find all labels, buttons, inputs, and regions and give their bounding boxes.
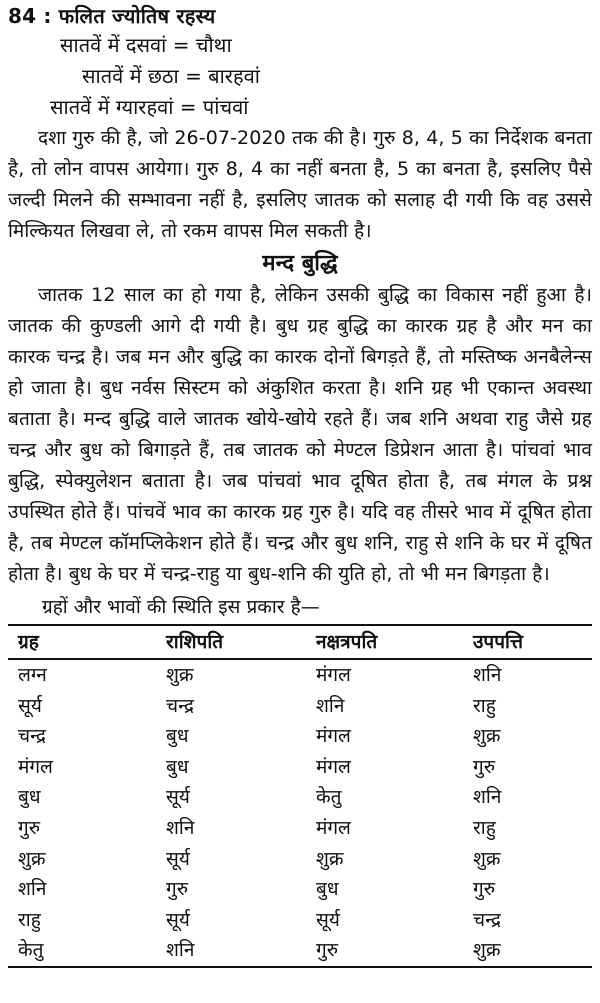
- table-cell: शनि: [18, 878, 47, 901]
- table-row: [8, 659, 592, 691]
- table-cell: शुक्र: [166, 664, 194, 686]
- table-cell: चन्द्र: [18, 725, 47, 748]
- table-cell: बुध: [166, 725, 189, 748]
- table-cell: चन्द्र: [166, 694, 195, 717]
- table-cell: शनि: [473, 786, 502, 809]
- dasha-paragraph: दशा गुरु की है, जो 26-07-2020 तक की है। गुरु 8, 4, 5 का निर्देशक बनता है, तो लोन वापस आयेगा। गुरु 8, 4 का नहीं बनता है, 5 का बनता है, इसलिए पैसे जल्दी मिलने की सम्भावना नहीं है, इसलिए जातक को सलाह दी गयी कि वह उससे मिल्कियत लिखवा ले, तो रकम वापस मिल सकती है।: [8, 127, 592, 242]
- table-cell: शनि: [148, 935, 296, 967]
- table-cell: सूर्य: [166, 786, 190, 809]
- table-row: [8, 874, 592, 905]
- table-cell: शुक्र: [316, 847, 344, 870]
- table-cell: शुक्र: [473, 847, 501, 870]
- table-cell: राहु: [18, 908, 41, 931]
- column-header: नक्षत्रपति: [296, 625, 451, 659]
- table-cell: केतु: [316, 786, 342, 809]
- table-cell: मंगल: [316, 755, 351, 778]
- section-paragraph: जातक 12 साल का हो गया है, लेकिन उसकी बुद्धि का विकास नहीं हुआ है। जातक की कुण्डली आगे दी गयी है। बुध ग्रह बुद्धि का कारक ग्रह है और मन का कारक चन्द्र है। जब मन और बुद्धि का कारक दोनों बिगड़ते हैं, तो मस्तिष्क अनबैलेन्स हो जाता है। बुध नर्वस सिस्टम को अंकुशित करता है। शनि ग्रह भी एकान्त अवस्था बताता है। मन्द बुद्धि वाले जातक खोये-खोये रहते हैं। जब शनि अथवा राहु जैसे ग्रह चन्द्र और बुध को बिगाड़ते हैं, तब जातक को मेण्टल डिप्रेशन आता है। पांचवां भाव बुद्धि, स्पेक्युलेशन बताता है। जब पांचवां भाव दूषित होता है, तब मंगल के प्रश्न उपस्थित होते हैं। पांचवें भाव का कारक ग्रह गुरु है। यदि वह तीसरे भाव में दूषित होता है, तब मेण्टल कॉमप्लिकेशन होते हैं। चन्द्र और बुध शनि, राहु से शनि के घर में दूषित होता है। बुध के घर में चन्द्र-राहु या बुध-शनि की युति हो, तो भी मन बिगड़ता है।: [8, 284, 592, 585]
- column-header: राशिपति: [148, 625, 296, 659]
- table-cell: केतु: [8, 935, 148, 967]
- table-cell: राहु: [473, 816, 496, 839]
- table-cell: लग्न: [18, 664, 47, 686]
- table-cell: गुरु: [296, 935, 451, 967]
- column-header: उपपत्ति: [451, 625, 592, 659]
- table-cell: राहु: [473, 694, 496, 717]
- column-header: ग्रह: [8, 625, 148, 659]
- running-head: 84 : फलित ज्योतिष रहस्य: [8, 4, 216, 28]
- table-cell: मंगल: [316, 725, 351, 748]
- table-cell: चन्द्र: [473, 908, 502, 931]
- table-cell: शनि: [473, 664, 502, 686]
- table-cell: मंगल: [18, 755, 53, 778]
- table-row: [8, 844, 592, 875]
- table-cell: बुध: [316, 878, 339, 901]
- table-row: [8, 721, 592, 752]
- table-cell: शुक्र: [18, 847, 46, 870]
- table-cell: शुक्र: [473, 725, 501, 748]
- table-cell: गुरु: [473, 878, 496, 901]
- table-cell: मंगल: [316, 816, 351, 839]
- table-row: [8, 935, 592, 967]
- table-cell: बुध: [18, 786, 41, 809]
- table-cell: शुक्र: [451, 935, 592, 967]
- table-cell: शनि: [316, 694, 345, 717]
- table-row: [8, 813, 592, 844]
- table-cell: सूर्य: [316, 908, 340, 931]
- equation-line: सातवें में ग्यारहवां = पांचवां: [50, 95, 249, 119]
- table-cell: सूर्य: [166, 908, 190, 931]
- table-cell: गुरु: [166, 878, 189, 901]
- planet-table: [8, 624, 592, 968]
- table-cell: मंगल: [316, 664, 351, 686]
- table-header-row: [8, 625, 592, 659]
- table-cell: सूर्य: [18, 694, 42, 717]
- table-row: [8, 752, 592, 783]
- table-cell: गुरु: [18, 816, 41, 839]
- table-cell: सूर्य: [166, 847, 190, 870]
- table-intro: ग्रहों और भावों की स्थिति इस प्रकार है—: [42, 596, 320, 618]
- table-cell: गुरु: [473, 755, 496, 778]
- section-heading: मन्द बुद्धि: [262, 251, 338, 276]
- table-cell: बुध: [166, 755, 189, 778]
- equation-line: सातवें में छठा = बारहवां: [82, 64, 260, 88]
- table-cell: शनि: [166, 816, 195, 839]
- table-row: [8, 691, 592, 722]
- table-row: [8, 905, 592, 936]
- equation-line: सातवें में दसवां = चौथा: [60, 33, 232, 57]
- table-row: [8, 782, 592, 813]
